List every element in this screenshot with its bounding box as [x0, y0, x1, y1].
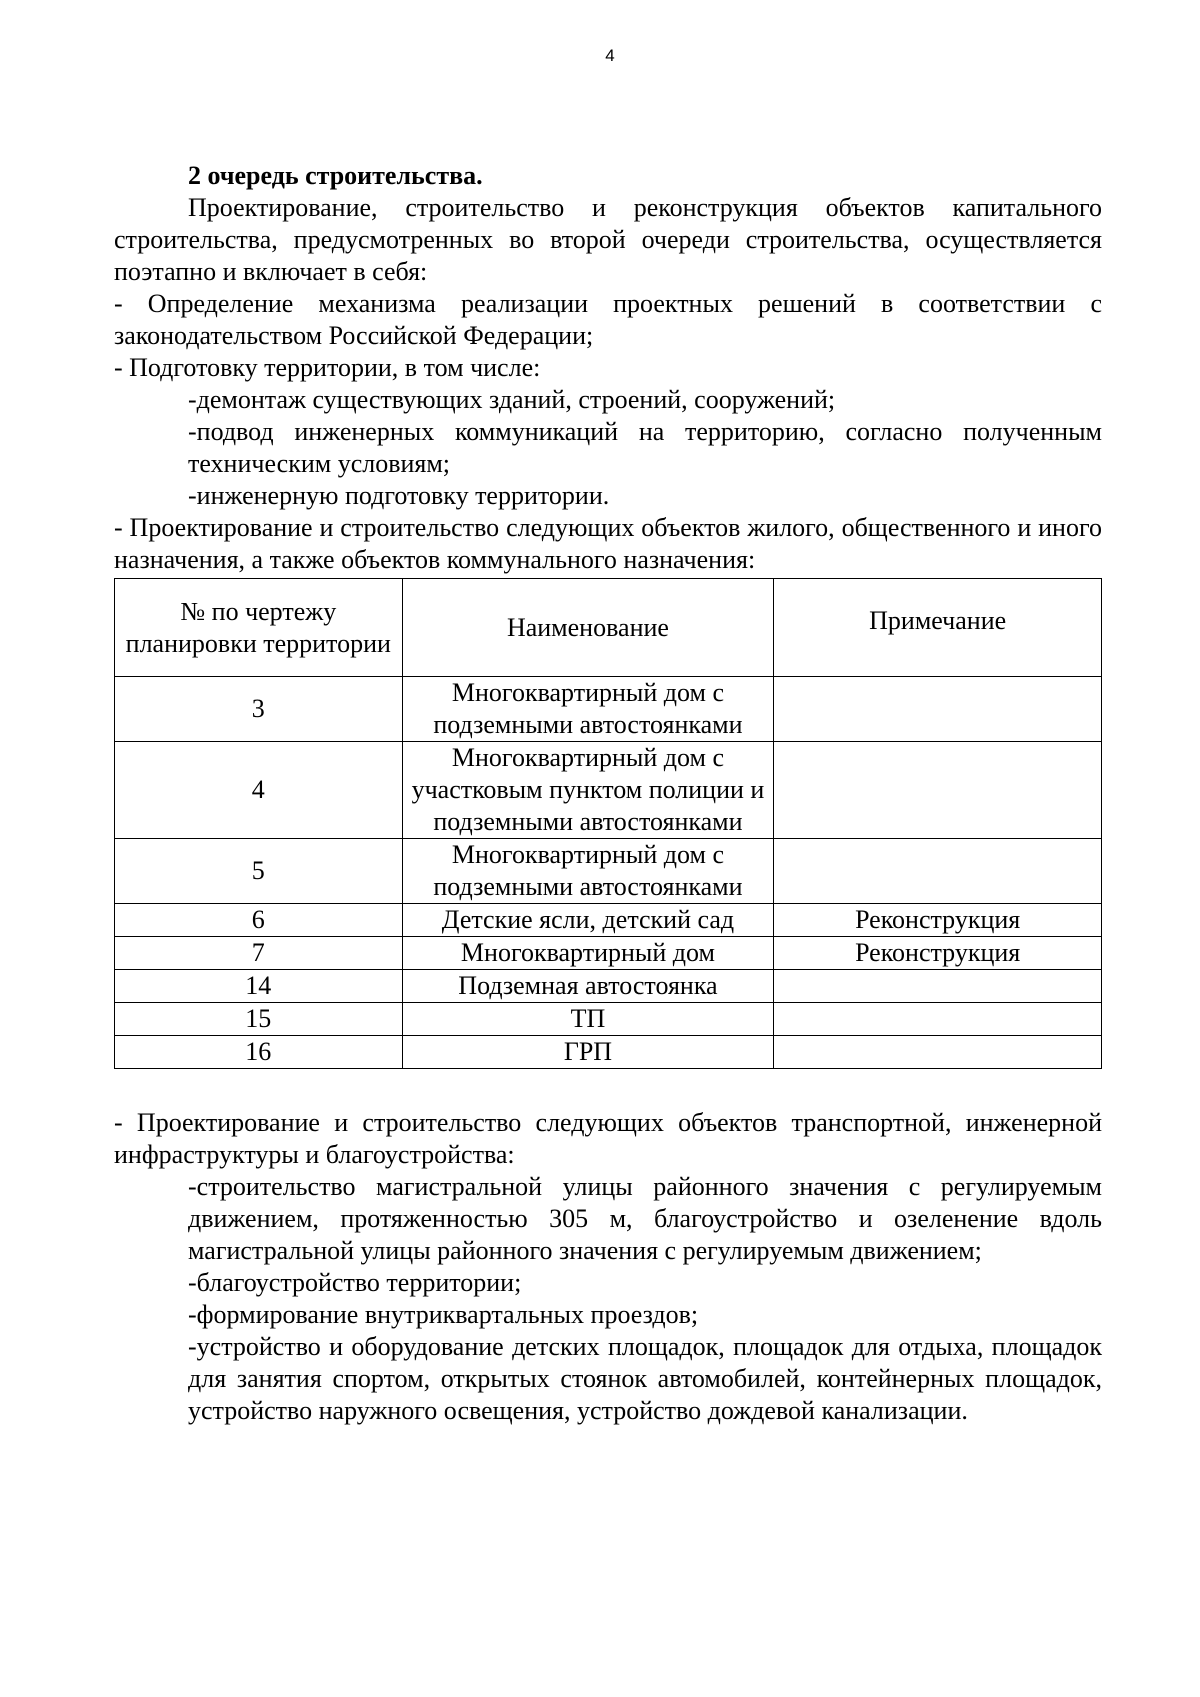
cell-num: 14: [115, 970, 403, 1003]
cell-num: 6: [115, 904, 403, 937]
section-heading: 2 очередь строительства.: [188, 161, 483, 190]
table-row: [115, 970, 1102, 1003]
infrastructure-subitem: -благоустройство территории;: [188, 1268, 522, 1297]
objects-table: [114, 578, 1102, 1069]
item-mechanism: - Определение механизма реализации проектных решений в соответствии с законодательством Российской Федерации;: [114, 289, 1102, 350]
preparation-subitem: -демонтаж существующих зданий, строений, сооружений;: [188, 385, 836, 414]
item-construction: - Проектирование и строительство следующих объектов жилого, общественного и иного назначения, а также объектов коммунального назначения:: [114, 513, 1102, 574]
cell-num: 7: [115, 937, 403, 970]
cell-note: [774, 677, 1102, 742]
cell-name: Многоквартирный дом с подземными автостоянками: [402, 677, 774, 742]
preparation-subitem: -подвод инженерных коммуникаций на территорию, согласно полученным техническим условиям;: [188, 417, 1102, 478]
infrastructure-subitem: -устройство и оборудование детских площадок, площадок для отдыха, площадок для занятия спортом, открытых стоянок автомобилей, контейнерных площадок, устройство наружного освещения, устройство дождевой канализации.: [188, 1332, 1102, 1425]
cell-note: [774, 839, 1102, 904]
table-row: [115, 904, 1102, 937]
table-row: [115, 1003, 1102, 1036]
intro-paragraph: Проектирование, строительство и реконструкция объектов капитального строительства, предусмотренных во второй очереди строительства, осуществляется поэтапно и включает в себя:: [114, 193, 1102, 286]
cell-note: [774, 1036, 1102, 1069]
cell-num: 5: [115, 839, 403, 904]
item-infrastructure: - Проектирование и строительство следующих объектов транспортной, инженерной инфраструктуры и благоустройства:: [114, 1108, 1102, 1169]
cell-name: ГРП: [402, 1036, 774, 1069]
preparation-subitem: -инженерную подготовку территории.: [188, 481, 610, 510]
page-number: 4: [605, 46, 615, 65]
item-preparation: - Подготовку территории, в том числе:: [114, 353, 541, 382]
cell-name: Многоквартирный дом с подземными автостоянками: [402, 839, 774, 904]
cell-num: 4: [115, 742, 403, 839]
cell-name: ТП: [402, 1003, 774, 1036]
cell-name: Многоквартирный дом: [402, 937, 774, 970]
cell-note: [774, 970, 1102, 1003]
cell-note: Реконструкция: [774, 904, 1102, 937]
header-name: Наименование: [402, 579, 774, 677]
cell-name: Подземная автостоянка: [402, 970, 774, 1003]
infrastructure-subitem: -формирование внутриквартальных проездов;: [188, 1300, 699, 1329]
cell-note: [774, 742, 1102, 839]
cell-note: Реконструкция: [774, 937, 1102, 970]
table-row: [115, 742, 1102, 839]
table-row: [115, 937, 1102, 970]
cell-num: 16: [115, 1036, 403, 1069]
table-row: [115, 839, 1102, 904]
cell-name: Детские ясли, детский сад: [402, 904, 774, 937]
header-num: № по чертежу планировки территории: [115, 579, 403, 677]
cell-num: 15: [115, 1003, 403, 1036]
header-note: Примечание: [774, 579, 1102, 677]
table-row: [115, 677, 1102, 742]
document-body: [114, 160, 1102, 1427]
table-row: [115, 1036, 1102, 1069]
cell-name: Многоквартирный дом с участковым пунктом полиции и подземными автостоянками: [402, 742, 774, 839]
infrastructure-subitem: -строительство магистральной улицы районного значения с регулируемым движением, протяженностью 305 м, благоустройство и озеленение вдоль магистральной улицы районного значения с регулируемым движением;: [188, 1172, 1102, 1265]
cell-note: [774, 1003, 1102, 1036]
cell-num: 3: [115, 677, 403, 742]
table-header-row: [115, 579, 1102, 677]
